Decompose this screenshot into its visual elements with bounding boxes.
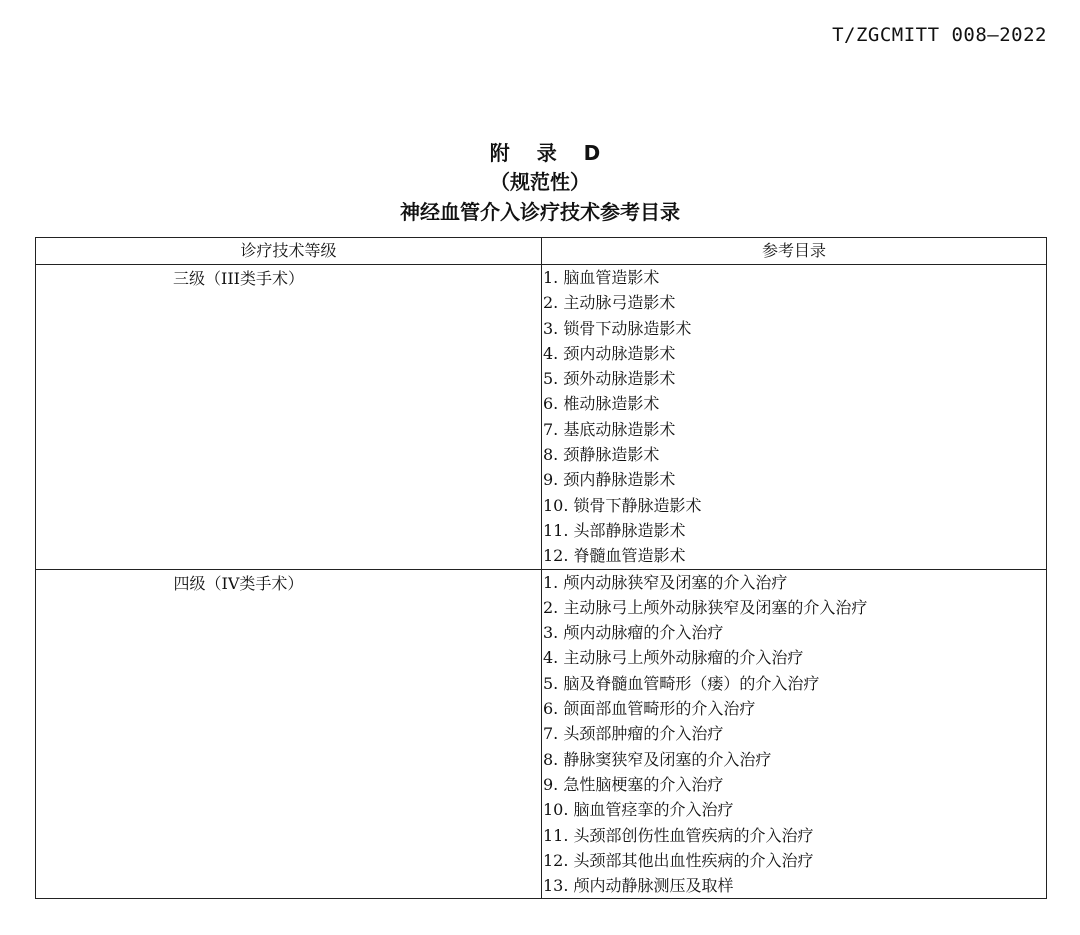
list-item: 4. 颈内动脉造影术: [543, 343, 676, 363]
list-item: 13. 颅内动静脉测压及取样: [543, 876, 734, 896]
header-level: 诊疗技术等级: [36, 238, 542, 265]
list-item: 3. 锁骨下动脉造影术: [543, 318, 692, 338]
list-item: 5. 颈外动脉造影术: [543, 369, 676, 389]
table-header: [36, 238, 1047, 265]
list-item: 12. 头颈部其他出血性疾病的介入治疗: [543, 850, 814, 870]
table-row: [36, 265, 1047, 570]
list-item: 9. 急性脑梗塞的介入治疗: [543, 774, 724, 794]
document-code: T/ZGCMITT 008—2022: [832, 24, 1047, 46]
items-cell: [542, 569, 1047, 899]
level-cell: [36, 265, 542, 570]
table-body: [36, 265, 1047, 899]
list-item: 2. 主动脉弓上颅外动脉狭窄及闭塞的介入治疗: [543, 597, 868, 617]
list-item: 11. 头部静脉造影术: [543, 520, 686, 540]
list-item: 1. 颅内动脉狭窄及闭塞的介入治疗: [543, 572, 788, 592]
catalog-table: [35, 237, 1047, 899]
list-item: 12. 脊髓血管造影术: [543, 546, 686, 566]
list-item: 4. 主动脉弓上颅外动脉瘤的介入治疗: [543, 648, 804, 668]
appendix-title: 神经血管介入诊疗技术参考目录: [400, 200, 680, 224]
list-item: 10. 脑血管痉挛的介入治疗: [543, 800, 734, 820]
list-item: 8. 静脉窦狭窄及闭塞的介入治疗: [543, 749, 772, 769]
list-item: 5. 脑及脊髓血管畸形（瘘）的介入治疗: [543, 673, 820, 693]
level-label: 四级（IV类手术）: [173, 573, 304, 593]
list-item: 7. 头颈部肿瘤的介入治疗: [543, 724, 724, 744]
item-list: [542, 570, 1046, 899]
list-item: 6. 颌面部血管畸形的介入治疗: [543, 699, 756, 719]
list-item: 6. 椎动脉造影术: [543, 394, 660, 414]
list-item: 1. 脑血管造影术: [543, 268, 660, 287]
list-item: 11. 头颈部创伤性血管疾病的介入治疗: [543, 825, 814, 845]
list-item: 3. 颅内动脉瘤的介入治疗: [543, 623, 724, 643]
level-label: 三级（III类手术）: [173, 269, 304, 288]
item-list: [542, 265, 1046, 569]
list-item: 2. 主动脉弓造影术: [543, 293, 676, 313]
list-item: 9. 颈内静脉造影术: [543, 470, 676, 490]
level-cell: [36, 569, 542, 899]
appendix-nature: （规范性）: [490, 170, 590, 194]
header-catalog: 参考目录: [542, 238, 1047, 265]
items-cell: [542, 265, 1047, 570]
appendix-label: 附 录 D: [489, 141, 611, 165]
table-row: [36, 569, 1047, 899]
list-item: 10. 锁骨下静脉造影术: [543, 495, 702, 515]
table-header-row: [36, 238, 1047, 265]
list-item: 8. 颈静脉造影术: [543, 445, 660, 465]
list-item: 7. 基底动脉造影术: [543, 419, 676, 439]
